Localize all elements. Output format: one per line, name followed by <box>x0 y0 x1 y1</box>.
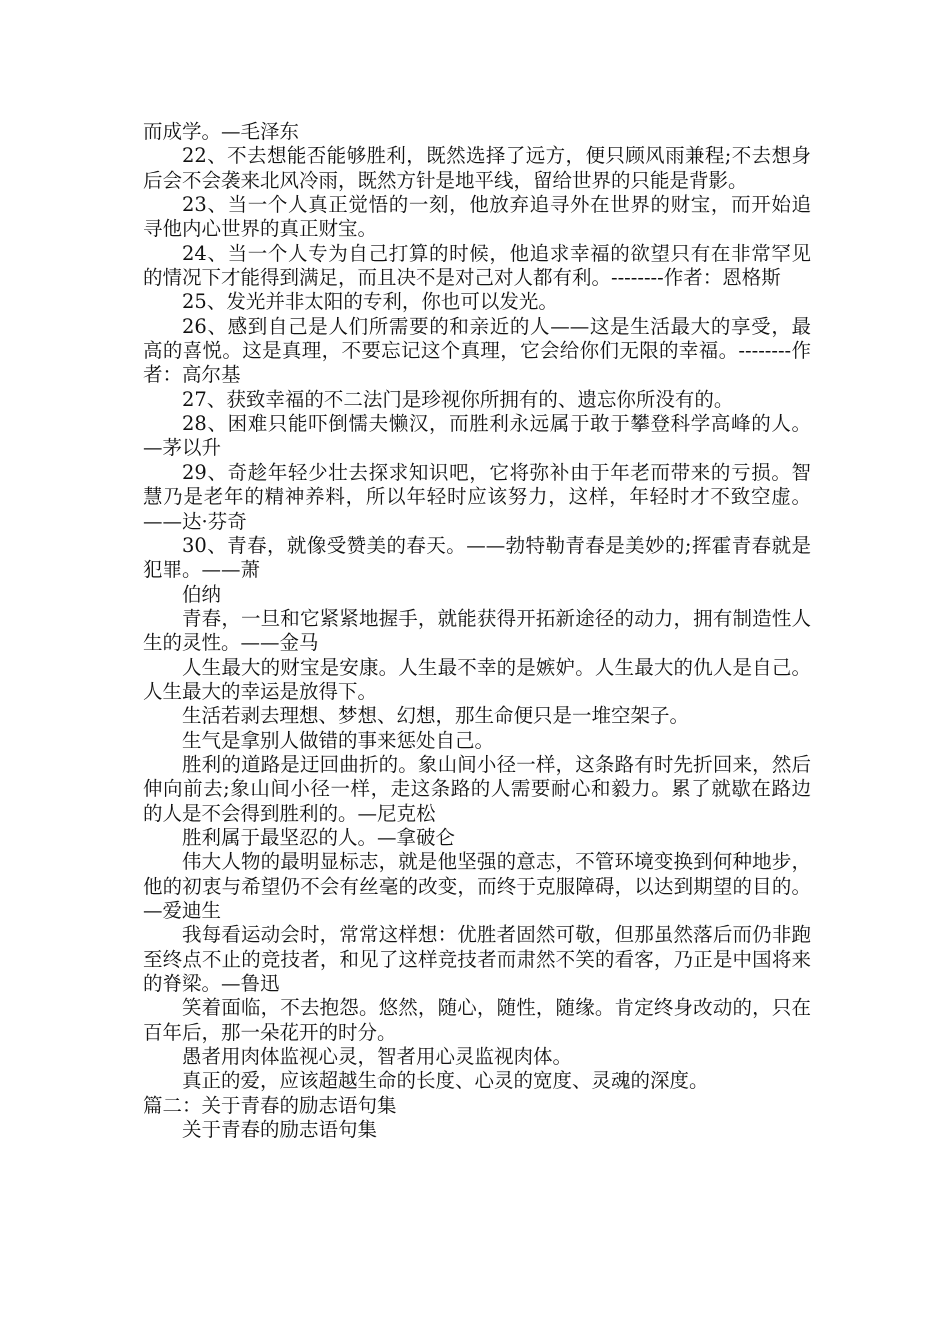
paragraph-29: 29、奇趁年轻少壮去探求知识吧，它将弥补由于年老而带来的亏损。智慧乃是老年的精神养料，所以年轻时应该努力，这样，年轻时才不致空虚。——达·芬奇 <box>143 460 811 533</box>
section-heading: 篇二：关于青春的励志语句集 <box>143 1093 397 1117</box>
paragraph-quote: 人生最大的财宝是安康。人生最不幸的是嫉妒。人生最大的仇人是自己。人生最大的幸运是放得下。 <box>143 655 811 703</box>
paragraph-30: 30、青春，就像受赞美的春天。——勃特勒青春是美妙的;挥霍青春就是犯罪。——萧 <box>143 533 811 582</box>
paragraph-author-fragment: 伯纳 <box>182 582 222 606</box>
paragraph-25: 25、发光并非太阳的专利，你也可以发光。 <box>182 290 558 314</box>
paragraph-quote: 愚者用肉体监视心灵，智者用心灵监视肉体。 <box>182 1045 573 1069</box>
paragraph-quote: 笑着面临，不去抱怨。悠然，随心，随性，随缘。肯定终身改动的，只在百年后，那一朵花开的时分。 <box>143 996 811 1044</box>
paragraph-28: 28、困难只能吓倒懦夫懒汉，而胜利永远属于敢于攀登科学高峰的人。—茅以升 <box>143 412 811 460</box>
paragraph-24: 24、当一个人专为自己打算的时候，他追求幸福的欲望只有在非常罕见的情况下才能得到满足，而且决不是对己对人都有利。--------作者：恩格斯 <box>143 241 811 290</box>
paragraph-22: 22、不去想能否能够胜利，既然选择了远方，便只顾风雨兼程;不去想身后会不会袭来北风冷雨，既然方针是地平线，留给世界的只能是背影。 <box>143 144 811 192</box>
paragraph-quote: 青春，一旦和它紧紧地握手，就能获得开拓新途径的动力，拥有制造性人生的灵性。——金马 <box>143 606 811 655</box>
paragraph-quote: 胜利的道路是迂回曲折的。象山间小径一样，这条路有时先折回来，然后伸向前去;象山间小径一样，走这条路的人需要耐心和毅力。累了就歇在路边的人是不会得到胜利的。—尼克松 <box>143 752 811 825</box>
paragraph-quote: 伟大人物的最明显标志，就是他坚强的意志，不管环境变换到何种地步，他的初衷与希望仍不会有丝毫的改变，而终于克服障碍，以达到期望的目的。—爱迪生 <box>143 850 811 922</box>
paragraph-1: 而成学。—毛泽东 <box>143 120 300 143</box>
paragraph-quote: 生气是拿别人做错的事来惩处自己。 <box>182 728 495 752</box>
section-subtitle: 关于青春的励志语句集 <box>182 1118 378 1142</box>
paragraph-quote: 生活若剥去理想、梦想、幻想，那生命便只是一堆空架子。 <box>182 704 690 728</box>
document-page <box>143 120 811 1142</box>
paragraph-quote: 真正的爱，应该超越生命的长度、心灵的宽度、灵魂的深度。 <box>182 1069 709 1093</box>
paragraph-quote: 胜利属于最坚忍的人。—拿破仑 <box>182 825 456 849</box>
paragraph-27: 27、获致幸福的不二法门是珍视你所拥有的、遗忘你所没有的。 <box>182 387 734 411</box>
paragraph-23: 23、当一个人真正觉悟的一刻，他放弃追寻外在世界的财宝，而开始追寻他内心世界的真正财宝。 <box>143 193 811 241</box>
paragraph-quote: 我每看运动会时，常常这样想：优胜者固然可敬，但那虽然落后而仍非跑至终点不止的竞技者，和见了这样竞技者而肃然不笑的看客，乃正是中国将来的脊梁。—鲁迅 <box>143 923 811 996</box>
paragraph-26: 26、感到自己是人们所需要的和亲近的人——这是生活最大的享受，最高的喜悦。这是真理，不要忘记这个真理，它会给你们无限的幸福。--------作者：高尔基 <box>143 314 811 387</box>
